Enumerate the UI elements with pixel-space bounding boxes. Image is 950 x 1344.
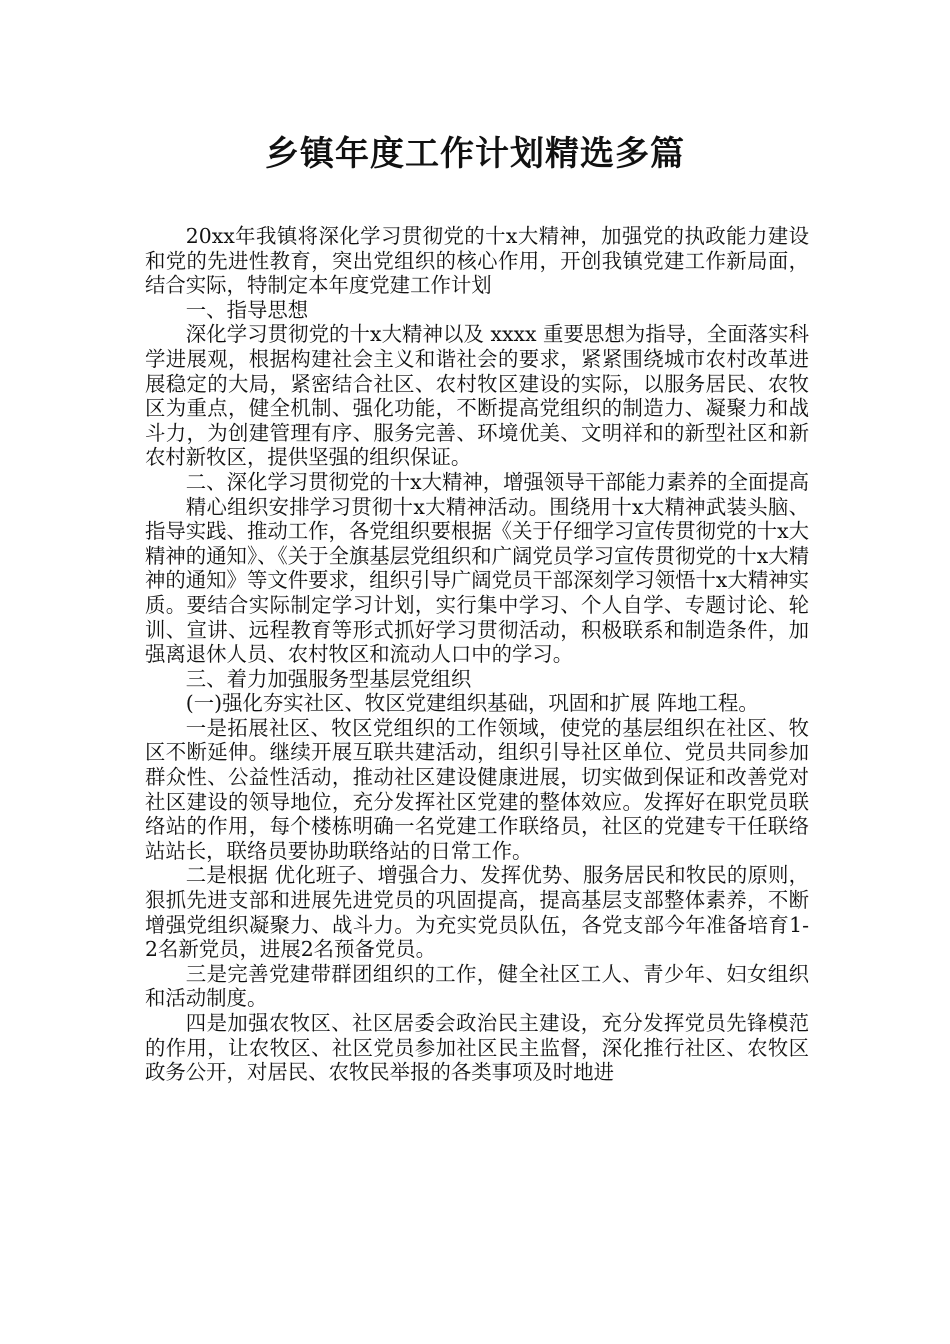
paragraph-point-four: 四是加强农牧区、社区居委会政治民主建设，充分发挥党员先锋模范的作用，让农牧区、社区党员参加社区民主监督，深化推行社区、农牧区政务公开，对居民、农牧民举报的各类事项及时地进 <box>145 1011 809 1085</box>
paragraph-point-three: 三是完善党建带群团组织的工作，健全社区工人、青少年、妇女组织和活动制度。 <box>145 961 809 1011</box>
heading-study-spirit: 二、深化学习贯彻党的十x大精神，增强领导干部能力素养的全面提高 <box>185 469 810 494</box>
paragraph-point-one: 一是拓展社区、牧区党组织的工作领域，使党的基层组织在社区、牧区不断延伸。继续开展互联共建活动，组织引导社区单位、党员共同参加群众性、公益性活动，推动社区建设健康进展，切实做到保证和改善党对社区建设的领导地位，充分发挥社区党建的整体效应。发挥好在职党员联络站的作用，每个楼栋明确一名党建工作联络员，社区的党建专干任联络站站长，联络员要协助联络站的日常工作。 <box>145 715 809 863</box>
heading-service-organization: 三、着力加强服务型基层党组织 <box>185 666 472 691</box>
heading-guiding-ideology: 一、指导思想 <box>185 297 309 322</box>
paragraph-guiding-ideology: 深化学习贯彻党的十x大精神以及 xxxx 重要思想为指导，全面落实科学进展观，根据构建社会主义和谐社会的要求，紧紧围绕城市农村改革进展稳定的大局，紧密结合社区、农村牧区建设的实际，以服务居民、农牧区为重点，健全机制、强化功能，不断提高党组织的制造力、凝聚力和战斗力，为创建管理有序、服务完善、环境优美、文明祥和的新型社区和新农村新牧区，提供坚强的组织保证。 <box>145 322 809 470</box>
document-title: 乡镇年度工作计划精选多篇 <box>265 134 685 174</box>
subheading-foundation: (一)强化夯实社区、牧区党建组织基础，巩固和扩展 阵地工程。 <box>185 691 759 716</box>
paragraph-intro: 20xx年我镇将深化学习贯彻党的十x大精神，加强党的执政能力建设和党的先进性教育，突出党组织的核心作用，开创我镇党建工作新局面，结合实际，特制定本年度党建工作计划 <box>145 224 809 298</box>
document-body <box>145 224 809 1085</box>
paragraph-point-two: 二是根据 优化班子、增强合力、发挥优势、服务居民和牧民的原则，狠抓先进支部和进展先进党员的巩固提高，提高基层支部整体素养，不断增强党组织凝聚力、战斗力。为充实党员队伍，各党支部今年准备培育1-2名新党员，进展2名预备党员。 <box>145 863 809 962</box>
paragraph-study-spirit: 精心组织安排学习贯彻十x大精神活动。围绕用十x大精神武装头脑、指导实践、推动工作，各党组织要根据《关于仔细学习宣传贯彻党的十x大精神的通知》、《关于全旗基层党组织和广阔党员学习宣传贯彻党的十x大精神的通知》等文件要求，组织引导广阔党员干部深刻学习领悟十x大精神实质。要结合实际制定学习计划，实行集中学习、个人自学、专题讨论、轮训、宣讲、远程教育等形式抓好学习贯彻活动，积极联系和制造条件，加强离退休人员、农村牧区和流动人口中的学习。 <box>145 494 809 667</box>
